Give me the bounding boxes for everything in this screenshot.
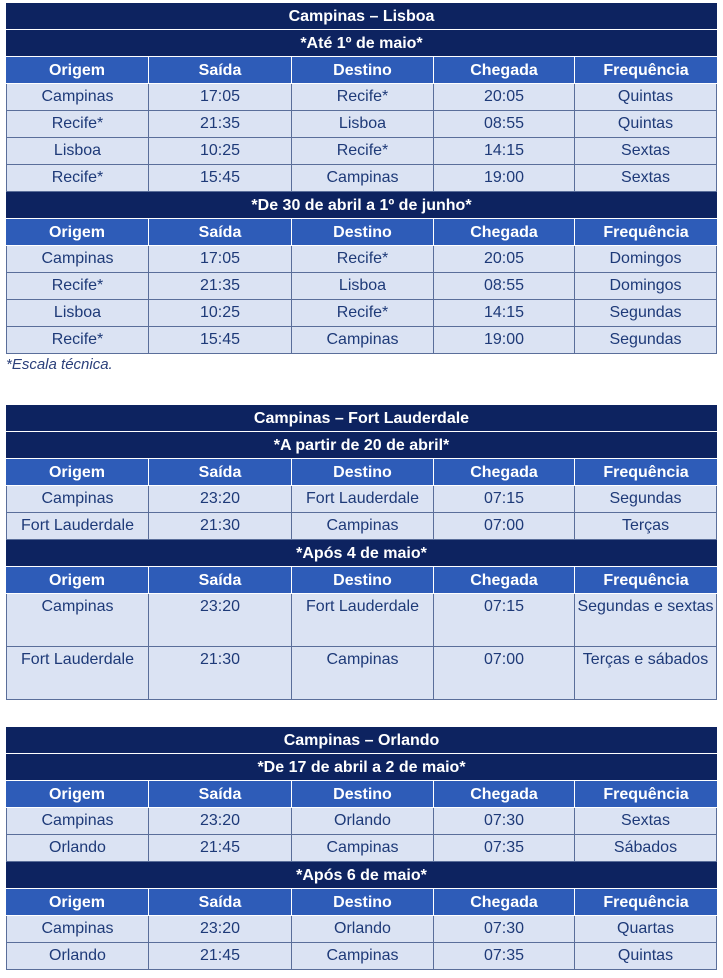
cell-destino: Recife* <box>292 246 434 273</box>
header-row <box>6 219 717 246</box>
table-row <box>6 165 717 192</box>
cell-chegada: 14:15 <box>434 138 575 165</box>
header-frequencia: Frequência <box>575 459 717 486</box>
cell-frequencia: Terças e sábados <box>575 647 717 700</box>
table-row <box>6 273 717 300</box>
cell-origem: Orlando <box>6 835 149 862</box>
cell-chegada: 14:15 <box>434 300 575 327</box>
cell-origem: Campinas <box>6 808 149 835</box>
cell-saida: 17:05 <box>149 84 292 111</box>
table-title: Campinas – Fort Lauderdale <box>6 405 717 432</box>
cell-chegada: 08:55 <box>434 111 575 138</box>
table-row <box>6 246 717 273</box>
cell-chegada: 07:30 <box>434 916 575 943</box>
cell-destino: Fort Lauderdale <box>292 594 434 647</box>
table-row <box>6 916 717 943</box>
header-saida: Saída <box>149 889 292 916</box>
header-row <box>6 567 717 594</box>
cell-saida: 21:45 <box>149 943 292 970</box>
cell-chegada: 08:55 <box>434 273 575 300</box>
cell-frequencia: Quintas <box>575 943 717 970</box>
cell-chegada: 07:30 <box>434 808 575 835</box>
cell-saida: 15:45 <box>149 327 292 354</box>
cell-origem: Lisboa <box>6 300 149 327</box>
schedule-table-fort-lauderdale <box>6 405 717 700</box>
schedule-table-orlando <box>6 727 717 970</box>
cell-saida: 23:20 <box>149 594 292 647</box>
cell-origem: Campinas <box>6 916 149 943</box>
header-origem: Origem <box>6 567 149 594</box>
cell-chegada: 19:00 <box>434 327 575 354</box>
header-saida: Saída <box>149 781 292 808</box>
footnote: *Escala técnica. <box>6 356 113 373</box>
cell-chegada: 07:15 <box>434 486 575 513</box>
section-subtitle: *De 30 de abril a 1º de junho* <box>6 192 717 219</box>
cell-saida: 21:30 <box>149 647 292 700</box>
header-row <box>6 889 717 916</box>
section-subtitle: *Após 6 de maio* <box>6 862 717 889</box>
cell-origem: Recife* <box>6 327 149 354</box>
header-row <box>6 781 717 808</box>
cell-origem: Fort Lauderdale <box>6 647 149 700</box>
header-frequencia: Frequência <box>575 567 717 594</box>
cell-destino: Recife* <box>292 84 434 111</box>
table-row <box>6 835 717 862</box>
header-destino: Destino <box>292 781 434 808</box>
cell-chegada: 07:00 <box>434 513 575 540</box>
cell-destino: Campinas <box>292 835 434 862</box>
cell-saida: 17:05 <box>149 246 292 273</box>
cell-saida: 23:20 <box>149 808 292 835</box>
header-frequencia: Frequência <box>575 57 717 84</box>
table-row <box>6 300 717 327</box>
cell-destino: Campinas <box>292 647 434 700</box>
cell-frequencia: Quartas <box>575 916 717 943</box>
table-row <box>6 111 717 138</box>
cell-saida: 21:45 <box>149 835 292 862</box>
cell-destino: Campinas <box>292 513 434 540</box>
cell-frequencia: Segundas <box>575 300 717 327</box>
cell-origem: Fort Lauderdale <box>6 513 149 540</box>
cell-frequencia: Domingos <box>575 273 717 300</box>
cell-chegada: 07:15 <box>434 594 575 647</box>
header-destino: Destino <box>292 459 434 486</box>
cell-frequencia: Quintas <box>575 84 717 111</box>
cell-saida: 23:20 <box>149 486 292 513</box>
cell-chegada: 07:35 <box>434 943 575 970</box>
cell-destino: Lisboa <box>292 273 434 300</box>
cell-saida: 21:35 <box>149 111 292 138</box>
table-row <box>6 138 717 165</box>
header-frequencia: Frequência <box>575 781 717 808</box>
cell-chegada: 07:00 <box>434 647 575 700</box>
header-chegada: Chegada <box>434 889 575 916</box>
cell-destino: Lisboa <box>292 111 434 138</box>
section-subtitle: *Após 4 de maio* <box>6 540 717 567</box>
table-row <box>6 647 717 700</box>
schedule-table-lisboa <box>6 3 717 354</box>
cell-destino: Campinas <box>292 943 434 970</box>
header-destino: Destino <box>292 889 434 916</box>
header-saida: Saída <box>149 567 292 594</box>
cell-frequencia: Terças <box>575 513 717 540</box>
cell-saida: 23:20 <box>149 916 292 943</box>
header-chegada: Chegada <box>434 567 575 594</box>
header-origem: Origem <box>6 459 149 486</box>
header-chegada: Chegada <box>434 459 575 486</box>
header-chegada: Chegada <box>434 57 575 84</box>
cell-destino: Campinas <box>292 327 434 354</box>
table-row <box>6 943 717 970</box>
table-title: Campinas – Orlando <box>6 727 717 754</box>
cell-origem: Lisboa <box>6 138 149 165</box>
header-chegada: Chegada <box>434 219 575 246</box>
section-subtitle: *A partir de 20 de abril* <box>6 432 717 459</box>
cell-origem: Campinas <box>6 84 149 111</box>
header-row <box>6 459 717 486</box>
cell-chegada: 19:00 <box>434 165 575 192</box>
header-destino: Destino <box>292 57 434 84</box>
cell-origem: Orlando <box>6 943 149 970</box>
cell-frequencia: Domingos <box>575 246 717 273</box>
cell-saida: 21:35 <box>149 273 292 300</box>
cell-frequencia: Sextas <box>575 138 717 165</box>
cell-saida: 15:45 <box>149 165 292 192</box>
cell-saida: 10:25 <box>149 300 292 327</box>
header-chegada: Chegada <box>434 781 575 808</box>
cell-frequencia: Sextas <box>575 165 717 192</box>
table-row <box>6 513 717 540</box>
cell-origem: Recife* <box>6 273 149 300</box>
cell-frequencia: Segundas <box>575 486 717 513</box>
table-row <box>6 327 717 354</box>
header-saida: Saída <box>149 57 292 84</box>
section-subtitle: *De 17 de abril a 2 de maio* <box>6 754 717 781</box>
cell-frequencia: Segundas e sextas <box>575 594 717 647</box>
header-origem: Origem <box>6 889 149 916</box>
header-row <box>6 57 717 84</box>
cell-frequencia: Quintas <box>575 111 717 138</box>
header-origem: Origem <box>6 57 149 84</box>
cell-saida: 21:30 <box>149 513 292 540</box>
table-row <box>6 84 717 111</box>
header-origem: Origem <box>6 219 149 246</box>
cell-destino: Recife* <box>292 300 434 327</box>
header-destino: Destino <box>292 219 434 246</box>
cell-saida: 10:25 <box>149 138 292 165</box>
cell-origem: Recife* <box>6 111 149 138</box>
cell-destino: Orlando <box>292 916 434 943</box>
header-frequencia: Frequência <box>575 219 717 246</box>
header-saida: Saída <box>149 459 292 486</box>
header-destino: Destino <box>292 567 434 594</box>
cell-origem: Campinas <box>6 246 149 273</box>
header-saida: Saída <box>149 219 292 246</box>
cell-frequencia: Segundas <box>575 327 717 354</box>
header-origem: Origem <box>6 781 149 808</box>
cell-destino: Orlando <box>292 808 434 835</box>
header-frequencia: Frequência <box>575 889 717 916</box>
cell-frequencia: Sábados <box>575 835 717 862</box>
table-row <box>6 486 717 513</box>
cell-origem: Campinas <box>6 594 149 647</box>
cell-origem: Recife* <box>6 165 149 192</box>
cell-chegada: 07:35 <box>434 835 575 862</box>
table-title: Campinas – Lisboa <box>6 3 717 30</box>
cell-origem: Campinas <box>6 486 149 513</box>
cell-destino: Campinas <box>292 165 434 192</box>
section-subtitle: *Até 1º de maio* <box>6 30 717 57</box>
cell-chegada: 20:05 <box>434 246 575 273</box>
table-row <box>6 808 717 835</box>
cell-destino: Fort Lauderdale <box>292 486 434 513</box>
cell-destino: Recife* <box>292 138 434 165</box>
table-row <box>6 594 717 647</box>
cell-chegada: 20:05 <box>434 84 575 111</box>
cell-frequencia: Sextas <box>575 808 717 835</box>
